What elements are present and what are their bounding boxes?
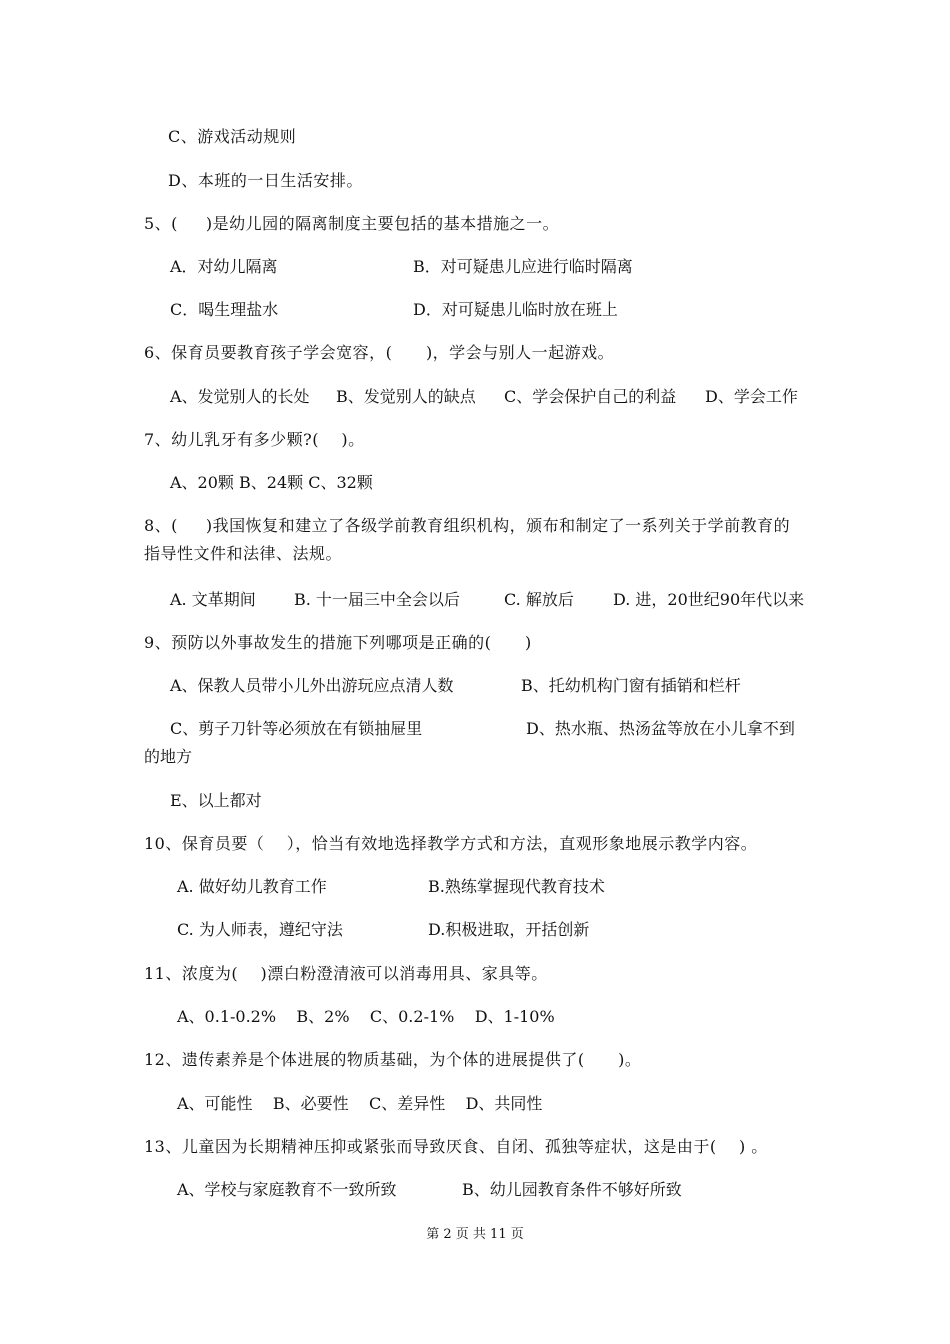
- q10-option-c: C. 为人师表，遵纪守法: [177, 920, 343, 939]
- q5-option-d: D．对可疑患儿临时放在班上: [413, 300, 618, 319]
- q9-option-c: C、剪子刀针等必须放在有锁抽屉里: [170, 719, 423, 738]
- question-5: 5、( )是幼儿园的隔离制度主要包括的基本措施之一。: [144, 214, 560, 233]
- q9-option-d: D、热水瓶、热汤盆等放在小儿拿不到: [526, 719, 795, 738]
- option-d-daily-schedule: D、本班的一日生活安排。: [168, 171, 363, 190]
- q8-option-a: A. 文革期间: [170, 590, 256, 609]
- q6-option-b: B、发觉别人的缺点: [336, 387, 476, 406]
- q8-option-b: B. 十一届三中全会以后: [294, 590, 460, 609]
- q6-option-c: C、学会保护自己的利益: [504, 387, 677, 406]
- q10-option-b: B.熟练掌握现代教育技术: [428, 877, 605, 896]
- q10-option-a: A. 做好幼儿教育工作: [177, 877, 327, 896]
- question-9: 9、预防以外事故发生的措施下列哪项是正确的( ): [144, 633, 532, 652]
- q5-option-c: C．喝生理盐水: [170, 300, 279, 319]
- question-11: 11、浓度为( )漂白粉澄清液可以消毒用具、家具等。: [144, 964, 548, 983]
- q12-options: A、可能性 B、必要性 C、差异性 D、共同性: [177, 1094, 543, 1113]
- question-13: 13、儿童因为长期精神压抑或紧张而导致厌食、自闭、孤独等症状，这是由于( ) 。: [144, 1137, 768, 1156]
- q6-option-d: D、学会工作: [705, 387, 798, 406]
- q9-option-d-continued: 的地方: [144, 747, 193, 766]
- question-8-line-2: 指导性文件和法律、法规。: [144, 544, 343, 563]
- page-footer: 第 2 页 共 11 页: [426, 1227, 524, 1242]
- q10-option-d: D.积极进取，开括创新: [428, 920, 590, 939]
- question-10: 10、保育员要（ ），恰当有效地选择教学方式和方法，直观形象地展示教学内容。: [144, 834, 758, 853]
- question-8-line-1: 8、( )我国恢复和建立了各级学前教育组织机构，颁布和制定了一系列关于学前教育的: [144, 516, 791, 535]
- q13-option-b: B、幼儿园教育条件不够好所致: [462, 1180, 682, 1199]
- option-c-game-rules: C、游戏活动规则: [168, 127, 297, 146]
- question-6: 6、保育员要教育孩子学会宽容，( )，学会与别人一起游戏。: [144, 343, 615, 362]
- q9-option-b: B、托幼机构门窗有插销和栏杆: [521, 676, 741, 695]
- q9-option-e: E、以上都对: [170, 791, 262, 810]
- q6-option-a: A、发觉别人的长处: [170, 387, 310, 406]
- q5-option-b: B．对可疑患儿应进行临时隔离: [413, 257, 633, 276]
- q8-option-d: D. 进，20世纪90年代以来: [613, 590, 805, 609]
- q7-options: A、20颗 B、24颗 C、32颗: [170, 473, 373, 492]
- q11-options: A、0.1-0.2% B、2% C、0.2-1% D、1-10%: [177, 1007, 555, 1026]
- q13-option-a: A、学校与家庭教育不一致所致: [177, 1180, 397, 1199]
- q8-option-c: C. 解放后: [504, 590, 574, 609]
- q5-option-a: A．对幼儿隔离: [170, 257, 278, 276]
- q9-option-a: A、保教人员带小儿外出游玩应点清人数: [170, 676, 454, 695]
- question-12: 12、遗传素养是个体进展的物质基础，为个体的进展提供了( )。: [144, 1050, 642, 1069]
- question-7: 7、幼儿乳牙有多少颗?( )。: [144, 430, 365, 449]
